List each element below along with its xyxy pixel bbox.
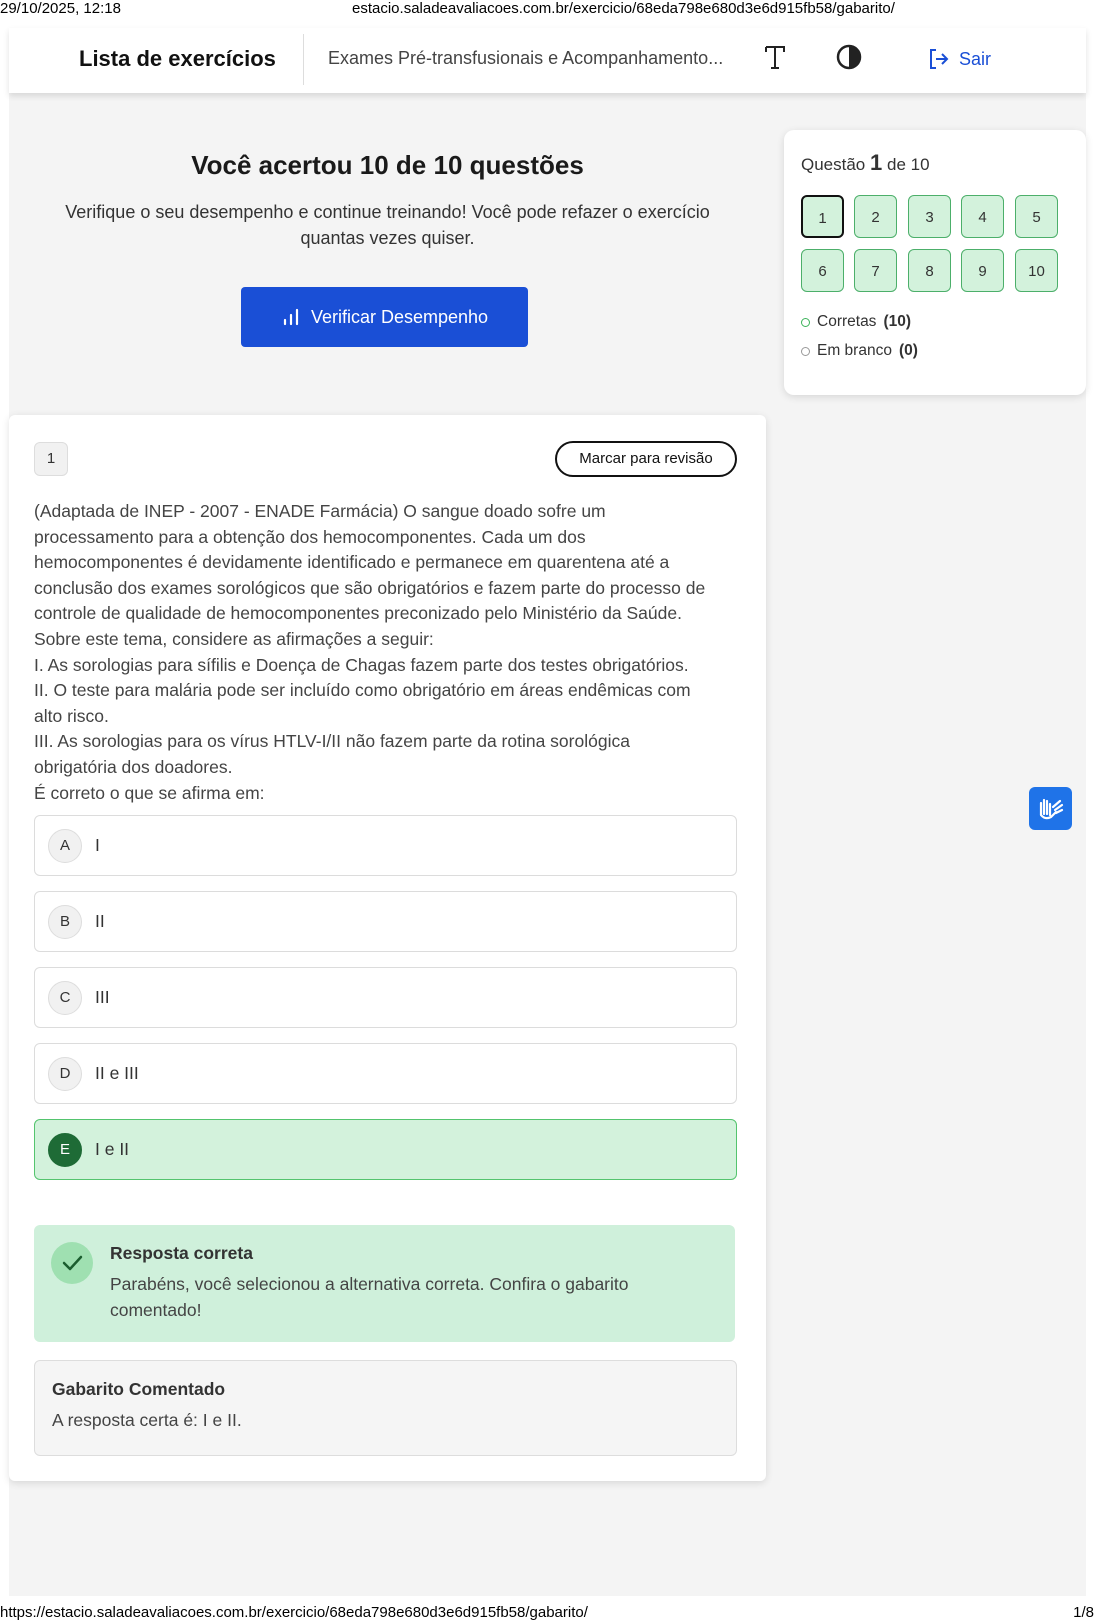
option-letter: C [48,981,82,1015]
question-nav-button[interactable]: 9 [961,249,1004,292]
header-divider [303,34,304,85]
print-datetime: 29/10/2025, 12:18 [0,0,121,17]
question-text-line: Sobre este tema, considere as afirmações a seguir: [34,628,434,649]
option-text: I e II [95,1139,130,1159]
print-header [0,0,1094,18]
legend-correct [801,313,911,331]
question-text-line: II. O teste para malária pode ser incluído como obrigatório em áreas endêmicas com [34,680,691,701]
result-heading: Você acertou 10 de 10 questões [191,150,584,180]
verify-performance-label: Verificar Desempenho [310,306,489,327]
commented-answer-text: A resposta certa é: I e II. [52,1410,242,1430]
question-nav-button[interactable]: 5 [1015,195,1058,238]
option-letter: A [48,829,82,863]
print-footer [0,1604,1094,1622]
question-number-badge: 1 [34,442,68,476]
option-text: II [95,911,105,931]
question-text-line: hemocomponentes é devidamente identificado e permanece em quarentena até a [34,552,670,573]
legend-blank-count: (0) [898,342,918,359]
commented-answer-title: Gabarito Comentado [52,1379,226,1399]
blank-dot-icon [801,347,810,356]
current-question: 1 [870,150,883,175]
legend-blank-label: Em branco [817,342,892,359]
correct-answer-feedback [34,1225,735,1342]
commented-answer [34,1360,737,1456]
font-size-icon[interactable] [761,42,789,72]
mark-for-review-button[interactable]: Marcar para revisão [555,441,737,477]
question-text-line: I. As sorologias para sífilis e Doença de Chagas fazem parte dos testes obrigatórios. [34,654,689,675]
page-title: Lista de exercícios [79,46,276,71]
print-url: estacio.saladeavaliacoes.com.br/exercicio/68eda798e680d3e6d915fb58/gabarito/ [352,0,895,17]
option-a[interactable] [34,815,737,876]
option-letter: B [48,905,82,939]
option-letter: E [48,1133,82,1167]
question-position-prefix: Questão [801,155,866,174]
feedback-text: Parabéns, você selecionou a alternativa correta. Confira o gabarito comentado! [110,1274,629,1320]
question-nav-button[interactable]: 4 [961,195,1004,238]
question-text-line: processamento para a obtenção dos hemocomponentes. Cada um dos [34,526,586,547]
option-d[interactable] [34,1043,737,1104]
feedback-title: Resposta correta [110,1243,253,1263]
question-nav-button[interactable]: 1 [801,195,844,238]
exit-label: Sair [959,48,992,69]
verify-performance-button[interactable] [241,287,528,347]
option-c[interactable] [34,967,737,1028]
question-position [801,150,930,176]
result-summary [9,150,766,251]
question-text-line: controle de qualidade de hemocomponentes preconizado pelo Ministério da Saúde. [34,603,682,624]
bar-chart-icon [281,307,301,327]
question-text-line: III. As sorologias para os vírus HTLV-I/II não fazem parte da rotina sorológica [34,731,630,752]
question-nav-button[interactable]: 6 [801,249,844,292]
question-text-line: obrigatória dos doadores. [34,756,233,777]
exercise-subtitle: Exames Pré-transfusionais e Acompanhamento... [328,48,724,68]
print-footer-url: https://estacio.saladeavaliacoes.com.br/exercicio/68eda798e680d3e6d915fb58/gabarito/ [0,1604,588,1621]
result-description: Verifique o seu desempenho e continue treinando! Você pode refazer o exercício quantas vezes quiser. [65,202,710,248]
question-text-line: É correto o que se afirma em: [34,782,265,803]
question-text-line: alto risco. [34,705,109,726]
option-b[interactable] [34,891,737,952]
option-e[interactable] [34,1119,737,1180]
logout-icon [927,47,951,71]
question-text-line: (Adaptada de INEP - 2007 - ENADE Farmácia) O sangue doado sofre um [34,501,606,521]
print-page-number: 1/8 [1073,1604,1094,1621]
question-nav-button[interactable]: 10 [1015,249,1058,292]
legend-correct-count: (10) [883,313,912,330]
option-text: II e III [95,1063,139,1083]
question-nav-button[interactable]: 2 [854,195,897,238]
option-text: I [95,835,100,855]
check-icon [51,1242,93,1284]
question-nav-button[interactable]: 7 [854,249,897,292]
legend-correct-label: Corretas [817,313,877,330]
question-position-suffix: de 10 [886,155,930,174]
sign-language-icon[interactable] [1029,787,1072,830]
option-letter: D [48,1057,82,1091]
correct-dot-icon [801,318,810,327]
question-nav-button[interactable]: 8 [908,249,951,292]
top-bar [9,28,1086,93]
option-text: III [95,987,110,1007]
question-text-line: conclusão dos exames sorológicos que são obrigatórios e fazem parte do processo de [34,577,706,598]
question-card [9,415,766,1481]
contrast-icon[interactable] [834,42,864,72]
exit-button[interactable] [927,44,991,74]
question-text [34,499,739,806]
question-navigator [784,130,1086,395]
question-nav-button[interactable]: 3 [908,195,951,238]
legend-blank [801,342,918,360]
